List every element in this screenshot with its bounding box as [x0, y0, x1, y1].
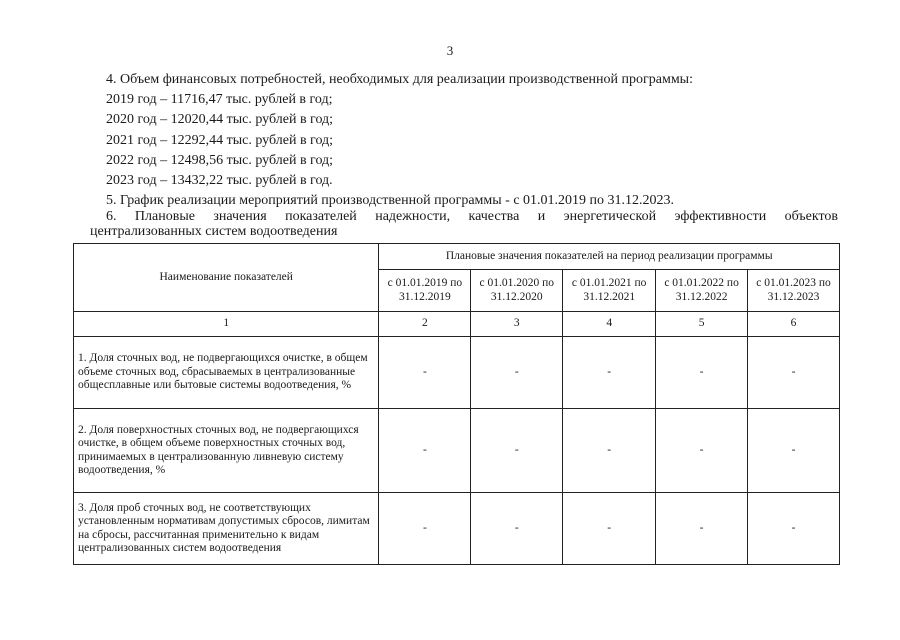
column-number: 1: [74, 312, 379, 337]
indicator-value: -: [379, 493, 471, 565]
indicator-value: -: [563, 493, 656, 565]
financial-needs-heading: 4. Объем финансовых потребностей, необходимых для реализации производственной программы:: [106, 72, 693, 87]
indicator-name: 2. Доля поверхностных сточных вод, не подвергающихся очистке, в общем объеме поверхностных сточных вод, принимаемых в централизованную ливневую систему водоотведения, %: [74, 409, 379, 493]
year-line-2023: 2023 год – 13432,22 тыс. рублей в год.: [106, 173, 333, 188]
indicator-value: -: [748, 493, 840, 565]
column-number: 5: [656, 312, 748, 337]
year-line-2019: 2019 год – 11716,47 тыс. рублей в год;: [106, 92, 333, 107]
period-header-2023: с 01.01.2023 по 31.12.2023: [748, 270, 840, 312]
indicator-name: 1. Доля сточных вод, не подвергающихся очистке, в общем объеме сточных вод, сбрасываемых в централизованные общесплавные или бытовые системы водоотведения, %: [74, 337, 379, 409]
indicator-value: -: [471, 409, 563, 493]
indicator-value: -: [471, 493, 563, 565]
table-row: [74, 409, 840, 493]
year-line-2021: 2021 год – 12292,44 тыс. рублей в год;: [106, 133, 334, 148]
page-number: 3: [446, 43, 454, 58]
indicator-value: -: [748, 409, 840, 493]
name-column-header: Наименование показателей: [74, 244, 379, 312]
table-row: [74, 337, 840, 409]
indicators-paragraph: [90, 209, 838, 239]
period-header-2021: с 01.01.2021 по 31.12.2021: [563, 270, 656, 312]
indicator-value: -: [656, 409, 748, 493]
year-line-2022: 2022 год – 12498,56 тыс. рублей в год;: [106, 153, 334, 168]
period-header-2022: с 01.01.2022 по 31.12.2022: [656, 270, 748, 312]
indicator-value: -: [563, 409, 656, 493]
indicator-name: 3. Доля проб сточных вод, не соответствующих установленным нормативам допустимых сбросов, лимитам на сбросы, рассчитанная применительно к видам централизованных систем водоотведения: [74, 493, 379, 565]
indicator-value: -: [563, 337, 656, 409]
period-header-2019: с 01.01.2019 по 31.12.2019: [379, 270, 471, 312]
column-number: 3: [471, 312, 563, 337]
schedule-paragraph: 5. График реализации мероприятий производственной программы - с 01.01.2019 по 31.12.2023.: [106, 193, 675, 208]
table-row: [74, 493, 840, 565]
indicators-paragraph-line-1: 6. Плановые значения показателей надежности, качества и энергетической эффективности объектов: [106, 209, 838, 224]
indicator-value: -: [379, 337, 471, 409]
column-number: 6: [748, 312, 840, 337]
period-header-2020: с 01.01.2020 по 31.12.2020: [471, 270, 563, 312]
indicators-table: [73, 243, 840, 565]
indicator-value: -: [656, 493, 748, 565]
year-line-2020: 2020 год – 12020,44 тыс. рублей в год;: [106, 112, 334, 127]
column-number-row: [74, 312, 840, 337]
indicator-value: -: [379, 409, 471, 493]
indicator-value: -: [471, 337, 563, 409]
indicator-value: -: [656, 337, 748, 409]
indicator-value: -: [748, 337, 840, 409]
column-number: 4: [563, 312, 656, 337]
planned-values-group-header: Плановые значения показателей на период реализации программы: [379, 244, 840, 270]
column-number: 2: [379, 312, 471, 337]
indicators-paragraph-line-2: централизованных систем водоотведения: [90, 224, 338, 239]
